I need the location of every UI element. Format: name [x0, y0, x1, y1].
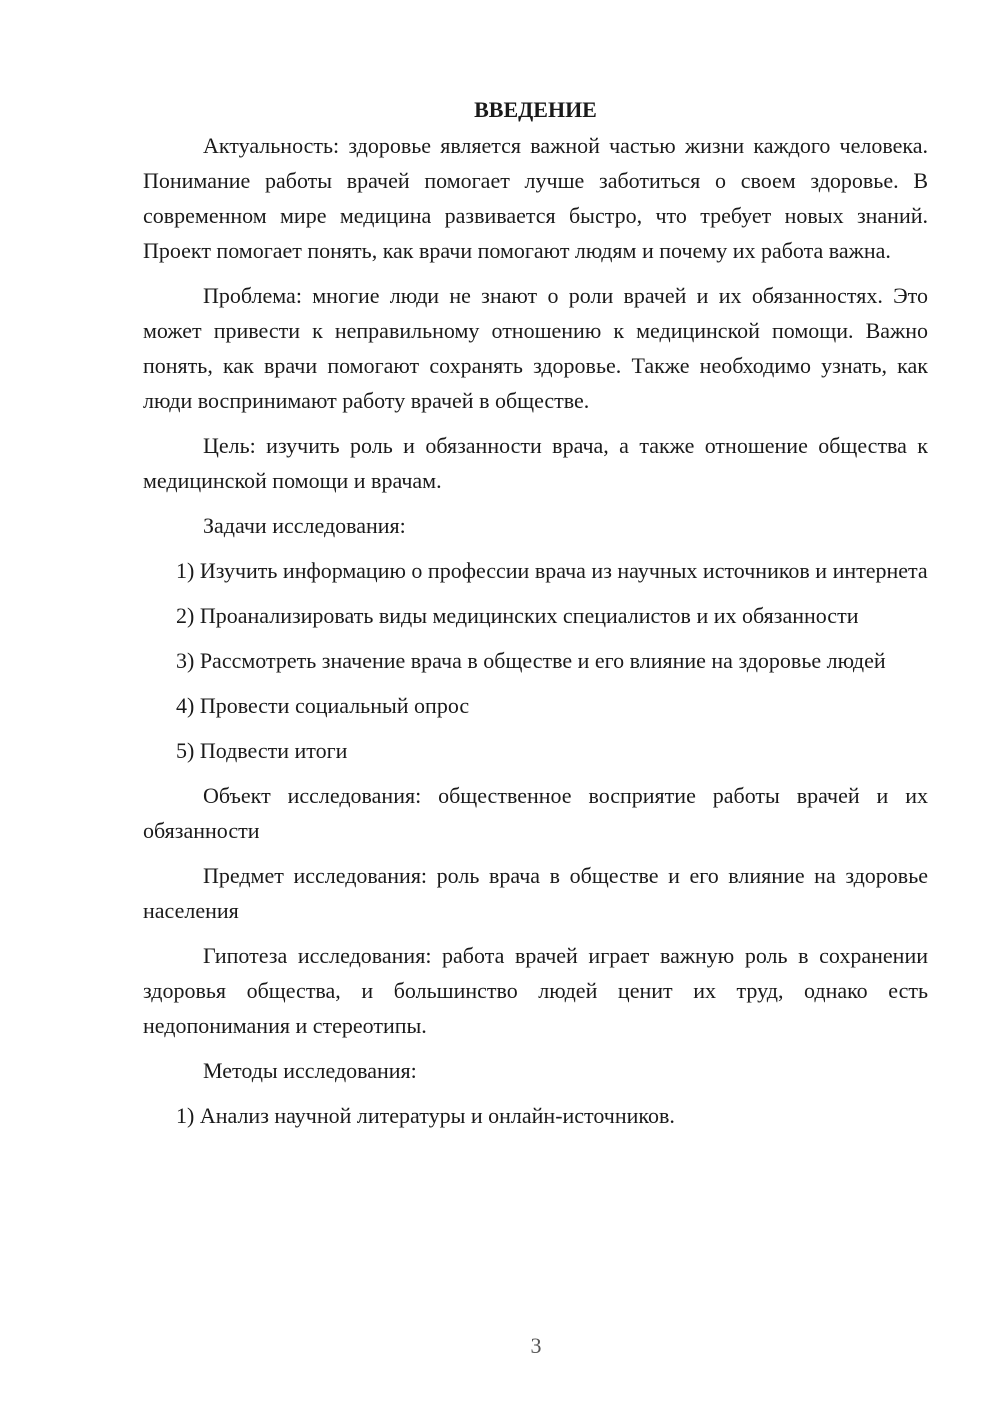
task-item-5: 5) Подвести итоги	[176, 738, 348, 763]
section-title: ВВЕДЕНИЕ	[474, 97, 597, 122]
page-content	[143, 92, 928, 1143]
task-item-2: 2) Проанализировать виды медицинских специалистов и их обязанности	[176, 603, 859, 628]
paragraph-problem: Проблема: многие люди не знают о роли врачей и их обязанностях. Это может привести к неправильному отношению к медицинской помощи. Важно понять, как врачи помогают сохранять здоровье. Также необходимо узнать, как люди воспринимают работу врачей в обществе.	[143, 283, 928, 413]
task-item-3: 3) Рассмотреть значение врача в обществе и его влияние на здоровье людей	[176, 648, 886, 673]
paragraph-hypothesis: Гипотеза исследования: работа врачей играет важную роль в сохранении здоровья общества, и большинство людей ценит их труд, однако есть недопонимания и стереотипы.	[143, 943, 928, 1038]
paragraph-relevance: Актуальность: здоровье является важной частью жизни каждого человека. Понимание работы врачей помогает лучше заботиться о своем здоровье. В современном мире медицина развивается быстро, что требует новых знаний. Проект помогает понять, как врачи помогают людям и почему их работа важна.	[143, 133, 928, 263]
paragraph-object: Объект исследования: общественное восприятие работы врачей и их обязанности	[143, 783, 928, 843]
task-item-1: 1) Изучить информацию о профессии врача из научных источников и интернета	[176, 558, 928, 583]
paragraph-methods-heading: Методы исследования:	[203, 1058, 417, 1083]
page-number: 3	[530, 1333, 542, 1358]
paragraph-goal: Цель: изучить роль и обязанности врача, а также отношение общества к медицинской помощи и врачам.	[143, 433, 928, 493]
method-item-1: 1) Анализ научной литературы и онлайн-источников.	[176, 1103, 675, 1128]
task-item-4: 4) Провести социальный опрос	[176, 693, 470, 718]
paragraph-tasks-heading: Задачи исследования:	[203, 513, 406, 538]
paragraph-subject: Предмет исследования: роль врача в обществе и его влияние на здоровье населения	[143, 863, 928, 923]
